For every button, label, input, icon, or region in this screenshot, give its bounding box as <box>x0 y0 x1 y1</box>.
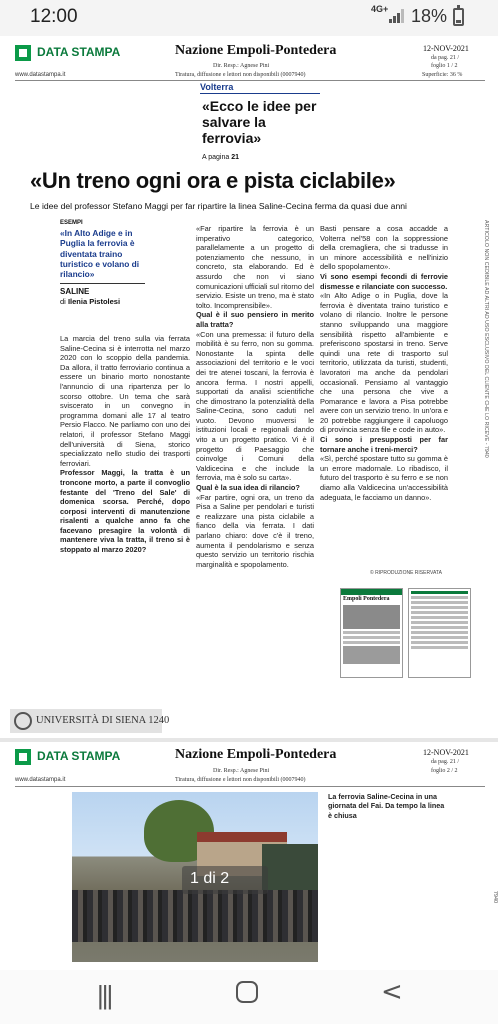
battery-icon <box>453 8 464 26</box>
main-headline: «Un treno ogni ora e pista ciclabile» <box>30 168 396 193</box>
page-separator <box>0 738 498 742</box>
thumb-photo <box>343 605 400 629</box>
answer-3: «Far partire, ogni ora, un treno da Pisa a Saline per pendolari e turisti e realizzare una pista ciclabile a fianco della via ferrata. I dati parlano chiaro: dove c'è il treno, aumenta il pendolarismo e senza questo servizio un territorio rischia marginalità e spopolamento. <box>196 492 314 569</box>
sheet-number: foglio 1 / 2 <box>431 63 458 69</box>
answer-2: «Con una premessa: il futuro della mobilità è su ferro, non su gomma. Nonostante la spinta delle associazioni del territorio e le voci dei tre atenei toscani, la ferrovia è ancora ferma. I nostri appelli, supportati da analisi scientifiche che dimostrano la potenzialità della Saline-Cecina, sono caduti nel vuoto. Devono muoversi le istituzioni locali e regionali dando vito a un progetto pratico. Vi è il progetto di Paesaggio che coinvolge i Comuni della Valdicecina e che include la ferrovia, ma è solo su carta». <box>196 329 314 483</box>
newspaper-name-2: Nazione Empoli-Pontedera <box>175 747 337 762</box>
network-indicator: 4G+ <box>371 4 389 14</box>
question-1: Professor Maggi, la tratta è un troncone morto, a parte il convoglio festante del 'Treno del Sale' di domenica scorsa. Perché, dopo corposi interventi di manutenzione risalenti a qualche anno fa che facevano presagire la volontà di mantenere viva la tratta, il treno si è stoppato al marzo 2020? <box>60 468 190 555</box>
page-thumbnail[interactable] <box>340 588 403 678</box>
newspaper-name: Nazione Empoli-Pontedera <box>175 43 337 58</box>
circulation: Tiratura, diffusione e lettori non disponibili (0007940) <box>175 72 306 78</box>
director: Dir. Resp.: Agnese Pini <box>213 63 270 69</box>
thumb-photo-2 <box>343 646 400 664</box>
datastampa-logo-2: DATA STAMPA <box>15 749 120 765</box>
university-seal-icon <box>14 712 32 730</box>
kicker-rule <box>200 93 320 94</box>
box-quote: «In Alto Adige e in Puglia la ferrovia è diventata traino turistico e volano di rilancio» <box>60 228 140 280</box>
header-divider-2 <box>15 786 485 787</box>
circulation-2: Tiratura, diffusione e lettori non disponibili (0007940) <box>175 777 306 783</box>
photo-counter: 1 di 2 <box>190 870 230 887</box>
answer-4: «In Alto Adige o in Puglia, dove la ferrovia è diventata traino turistico e volano di rilancio. Inoltre le persone stanno sviluppando una maggiore sensibilità rispetto all'ambiente e preferiscono spostarsi in treno. Serve quindi una rete di trasporto sul territorio, utilizzata da turisti, studenti, lavoratori ma anche da pendolari occasionali. Pensiamo al vantaggio che una persona che vive a Pomarance e lavora a Pisa potrebbe avere con un servizio treno. In un'ora e 20 potrebbe raggiungere il capoluogo di provincia senza file e code in auto». <box>320 291 448 435</box>
university-name: UNIVERSITÀ DI SIENA 1240 <box>36 715 170 726</box>
datastampa-logo: DATA STAMPA <box>15 45 120 61</box>
recent-apps-button[interactable]: ||| <box>97 980 112 1010</box>
document-page-2 <box>10 744 498 968</box>
question-3: Qual è la sua idea di rilancio? <box>196 483 300 493</box>
question-2: Qual è il suo pensiero in merito alla tratta? <box>196 310 314 329</box>
page-ref: da pag. 21 / <box>431 55 459 61</box>
question-4: Vi sono esempi fecondi di ferrovie dismesse e rilanciate con successo. <box>320 271 448 291</box>
back-button[interactable]: < <box>381 977 403 1007</box>
sheet-number-2: foglio 2 / 2 <box>431 768 458 774</box>
intro-paragraph: La marcia del treno sulla via ferrata Saline-Cecina si è interrotta nel marzo 2020 con lo scoppio della pandemia. Da allora, il tratto ferroviario continua a essere un binario morto nonostante l'annuncio di una ripartenza per lo scorso ottobre. Un tema che sarà sviscerato in un convegno in programma domani alle 17 al teatro Persio Flacco. Ne parliamo con uno dei relatori, il professor Stefano Maggi dell'università di Siena, storico specializzato nello studio dei trasporti ferroviari. <box>60 334 190 468</box>
dateline: SALINE <box>60 287 90 297</box>
website-url-2: www.datastampa.it <box>15 777 66 783</box>
issue-date-2: 12-NOV-2021 <box>423 748 469 757</box>
byline: di Ilenia Pistolesi <box>60 297 121 307</box>
page-thumbnail-2[interactable] <box>408 588 471 678</box>
surface-percentage: Superficie: 36 % <box>422 72 463 78</box>
photo-train <box>262 844 318 894</box>
thumb-title: Empoli Pontedera <box>343 596 390 602</box>
vertical-note: ARTICOLO NON CEDIBILE AD ALTRI AD USO ESCLUSIVO DEL CLIENTE CHE LO RICEVE - 7940 <box>483 220 489 458</box>
navigation-bar <box>0 970 498 1024</box>
copyright-note: © RIPRODUZIONE RISERVATA <box>370 570 442 576</box>
website-url: www.datastampa.it <box>15 72 66 78</box>
kicker: Volterra <box>200 82 234 92</box>
battery-level: 18% <box>411 6 448 26</box>
status-time: 12:00 <box>30 6 78 27</box>
university-badge <box>10 709 170 733</box>
highlight-box <box>60 220 145 306</box>
vertical-note-wrap <box>481 220 489 580</box>
photo-crowd <box>72 890 318 942</box>
datastampa-logo-icon-2 <box>15 749 31 765</box>
issue-date: 12-NOV-2021 <box>423 44 469 53</box>
box-label: ESEMPI <box>60 220 83 226</box>
status-bar <box>0 0 498 36</box>
box-rule <box>60 283 145 284</box>
side-page-ref: A pagina 21 <box>202 154 239 161</box>
vertical-note-2: 7940 <box>492 890 498 904</box>
director-2: Dir. Resp.: Agnese Pini <box>213 768 270 774</box>
answer-1: «Far ripartire la ferrovia è un imperativo categorico, parallelamente a un progetto di potenziamento che nessuno, in concreto, sta elaborando. Ed è assurdo che non vi siano comunicazioni ufficiali sul ritorno del servizio. Esiste un treno, ma è stato tolto. Incomprensibile». <box>196 224 314 310</box>
question-5: Ci sono i presupposti per far tornare anche i treni-merci? <box>320 435 448 454</box>
signal-icon <box>389 9 405 23</box>
answer-3-continued: Basti pensare a cosa accadde a Volterra nel'58 con la soppressione della cremagliera, che si tradusse in un minore accessibilità e nell'inizio dello spopolamento». <box>320 224 448 272</box>
side-headline: «Ecco le idee per salvare la ferrovia» <box>202 98 317 146</box>
datastampa-logo-icon <box>15 45 31 61</box>
article-column-3 <box>320 224 448 502</box>
photo-caption: La ferrovia Saline-Cecina in una giornata del Fai. Da tempo la linea è chiusa <box>328 792 445 820</box>
article-column-2 <box>196 224 314 569</box>
home-button[interactable] <box>236 981 258 1003</box>
header-divider <box>15 80 485 81</box>
answer-5: «Sì, perché spostare tutto su gomma è un errore madornale. Lo ribadisco, il futuro del trasporto è su ferro e se non diamo alla Valdicecina un'accessibilità adeguata, le facciamo un danno». <box>320 454 448 502</box>
subheadline: Le idee del professor Stefano Maggi per far ripartire la linea Saline-Cecina ferma da quasi due anni <box>30 201 407 211</box>
article-photo[interactable] <box>72 792 318 962</box>
page-ref-2: da pag. 21 / <box>431 759 459 765</box>
article-column-1 <box>60 334 190 555</box>
document-page-1 <box>10 40 488 738</box>
